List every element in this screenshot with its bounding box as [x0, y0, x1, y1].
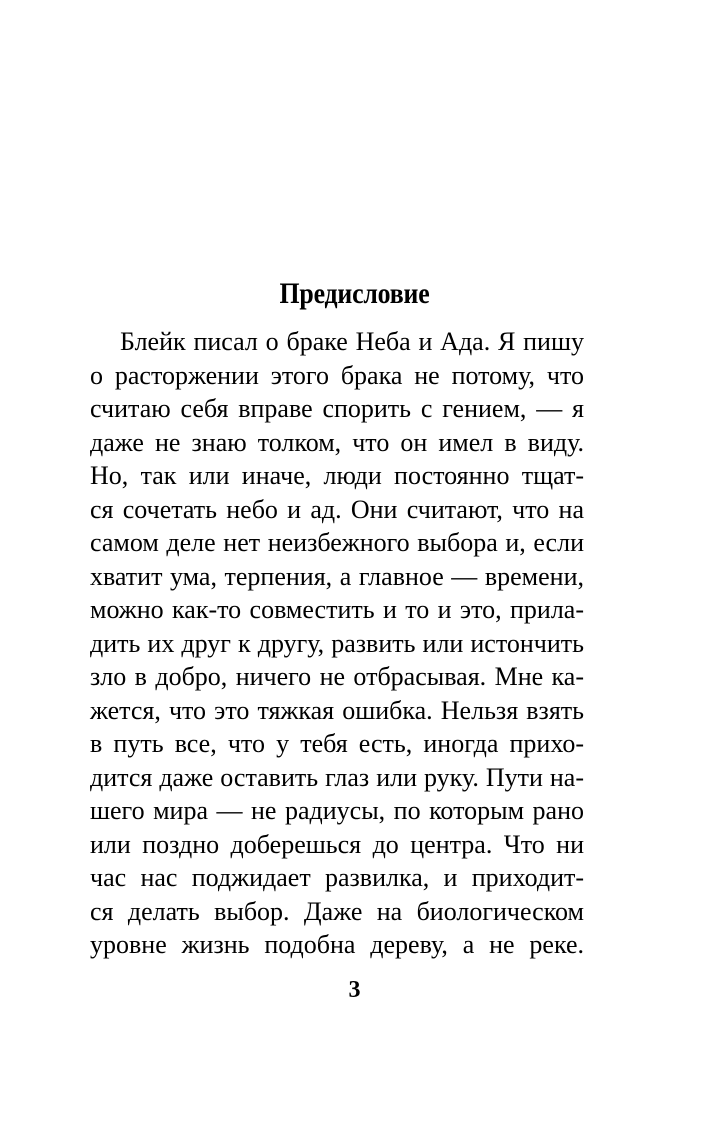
text-line: шего мира — не радиусы, по которым рано — [90, 796, 584, 825]
text-line: можно как-то совместить и то и это, прила- — [90, 595, 584, 624]
text-line: ся сочетать небо и ад. Они считают, что на — [90, 494, 584, 524]
text-line: час нас поджидает развилка, и приходит- — [90, 863, 584, 892]
text-line: даже не знаю толком, что он имел в виду. — [90, 427, 584, 457]
text-line: считаю себя вправе спорить с гением, — я — [90, 394, 584, 423]
chapter-title: Предисловие — [279, 277, 430, 310]
text-line: Но, так или иначе, люди постоянно тщат- — [90, 461, 584, 490]
text-line: ся делать выбор. Даже на биологическом — [90, 896, 584, 926]
text-line: уровне жизнь подобна дереву, а не реке. — [90, 930, 584, 959]
text-line: жется, что это тяжкая ошибка. Нельзя взять — [90, 695, 584, 725]
text-line: дится даже оставить глаз или руку. Пути на- — [90, 762, 584, 792]
text-line: самом деле нет неизбежного выбора и, если — [90, 528, 584, 557]
page-number: 3 — [348, 977, 361, 1003]
text-line: в путь все, что у тебя есть, иногда прихо- — [90, 729, 584, 758]
text-line: Блейк писал о браке Неба и Ада. Я пишу — [120, 327, 584, 356]
text-line: о расторжении этого брака не потому, что — [90, 360, 584, 390]
text-line: хватит ума, терпения, а главное — времени, — [90, 561, 584, 591]
body-text — [90, 325, 584, 962]
text-line: зло в добро, ничего не отбрасывая. Мне ка- — [90, 662, 584, 691]
text-line: дить их друг к другу, развить или истончить — [90, 628, 584, 658]
text-line: или поздно доберешься до центра. Что ни — [90, 829, 584, 859]
